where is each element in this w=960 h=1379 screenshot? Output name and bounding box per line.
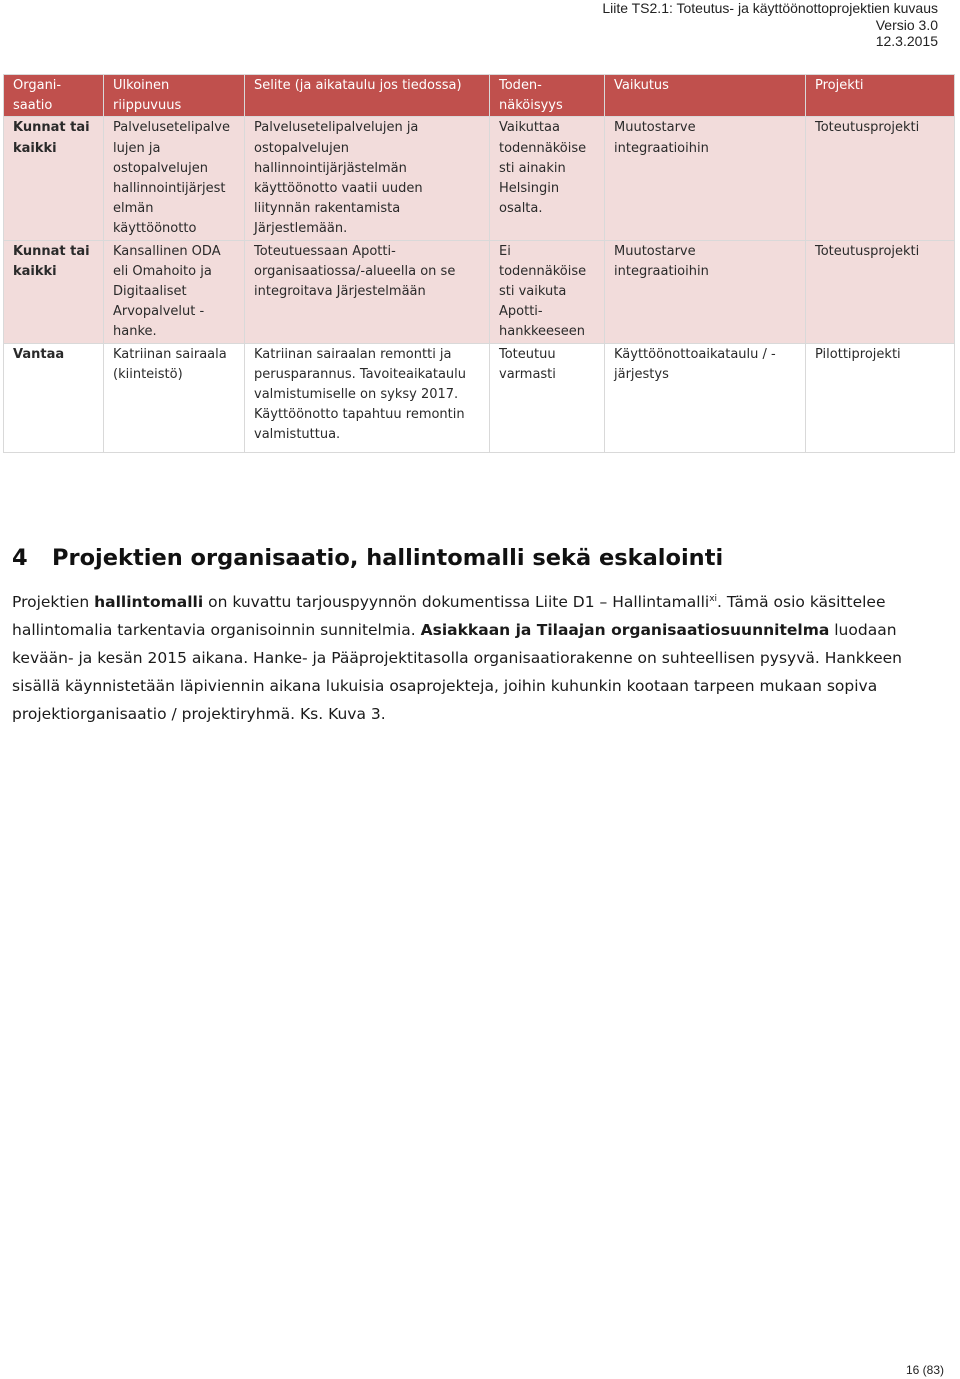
cell-project: Toteutusprojekti — [806, 117, 955, 240]
cell-description: Palvelusetelipalvelujen ja ostopalvelujen hallinnointijärjästelmän käyttöönotto vaatii uuden liitynnän rakentamista Järjestlemään. — [245, 117, 490, 240]
cell-impact: Muutostarve integraatioihin — [605, 240, 806, 343]
cell-impact: Muutostarve integraatioihin — [605, 117, 806, 240]
document-version: Versio 3.0 — [875, 16, 938, 33]
cell-description: Toteutuessaan Apotti- organisaatiossa/-alueella on se integroitava Järjestelmään — [245, 240, 490, 343]
section-title: Projektien organisaatio, hallintomalli sekä eskalointi — [52, 545, 724, 571]
table-row — [4, 343, 955, 452]
body-bold-hallintomalli: hallintomalli — [94, 593, 204, 611]
dependency-table — [3, 74, 955, 453]
cell-probability: Vaikuttaa todennäköise sti ainakin Helsingin osalta. — [490, 117, 605, 240]
body-bold-organisation-plan: Asiakkaan ja Tilaajan organisaatiosuunnitelma — [420, 621, 830, 639]
cell-impact: Käyttöönottoaikataulu / - järjestys — [605, 343, 806, 452]
cell-project: Pilottiprojekti — [806, 343, 955, 452]
table-row — [4, 117, 955, 240]
cell-dependency: Katriinan sairaala (kiinteistö) — [104, 343, 245, 452]
body-text-1: Projektien — [12, 593, 95, 611]
cell-dependency: Kansallinen ODA eli Omahoito ja Digitaaliset Arvopalvelut - hanke. — [104, 240, 245, 343]
body-text-3: . Tämä osio käsittelee hallintomalia tarkentavia organisoinnin sunnitelmia. — [12, 593, 886, 639]
column-header-organisation: Organi- saatio — [4, 75, 104, 117]
cell-project: Toteutusprojekti — [806, 240, 955, 343]
section-number: 4 — [12, 545, 28, 571]
document-title: Liite TS2.1: Toteutus- ja käyttöönottoprojektien kuvaus — [602, 0, 938, 16]
footnote-reference[interactable]: xi — [709, 593, 718, 604]
body-paragraph — [12, 588, 948, 728]
cell-probability: Ei todennäköise sti vaikuta Apotti- hankkeeseen — [490, 240, 605, 343]
body-text-2: on kuvattu tarjouspyynnön dokumentissa Liite D1 – Hallintamalli — [203, 593, 710, 611]
column-header-description: Selite (ja aikataulu jos tiedossa) — [245, 75, 490, 117]
cell-organisation: Kunnat tai kaikki — [4, 117, 104, 240]
cell-organisation: Vantaa — [4, 343, 104, 452]
document-header — [602, 0, 938, 50]
section-heading — [12, 545, 723, 571]
column-header-impact: Vaikutus — [605, 75, 806, 117]
document-date: 12.3.2015 — [875, 33, 938, 49]
page-number: 16 (83) — [905, 1363, 944, 1377]
table-row — [4, 240, 955, 343]
table-header-row — [4, 75, 955, 117]
body-text-4: luodaan kevään- ja kesän 2015 aikana. Hanke- ja Pääprojektitasolla organisaatiorakenne on suhteellisen pysyvä. Hankkeen sisällä käynnistetään läpiviennin aikana lukuisia osaprojekteja, joihin kuhunkin kootaan tarpeen mukaan sopiva projektiorganisaatio / projektiryhmä. Ks. Kuva 3. — [12, 621, 902, 723]
cell-organisation: Kunnat tai kaikki — [4, 240, 104, 343]
column-header-probability: Toden- näköisyys — [490, 75, 605, 117]
column-header-dependency: Ulkoinen riippuvuus — [104, 75, 245, 117]
column-header-project: Projekti — [806, 75, 955, 117]
cell-probability: Toteutuu varmasti — [490, 343, 605, 452]
cell-dependency: Palvelusetelipalve lujen ja ostopalvelujen hallinnointijärjest elmän käyttöönotto — [104, 117, 245, 240]
cell-description: Katriinan sairaalan remontti ja perusparannus. Tavoiteaikataulu valmistumiselle on syksy 2017. Käyttöönotto tapahtuu remontin valmistuttua. — [245, 343, 490, 452]
